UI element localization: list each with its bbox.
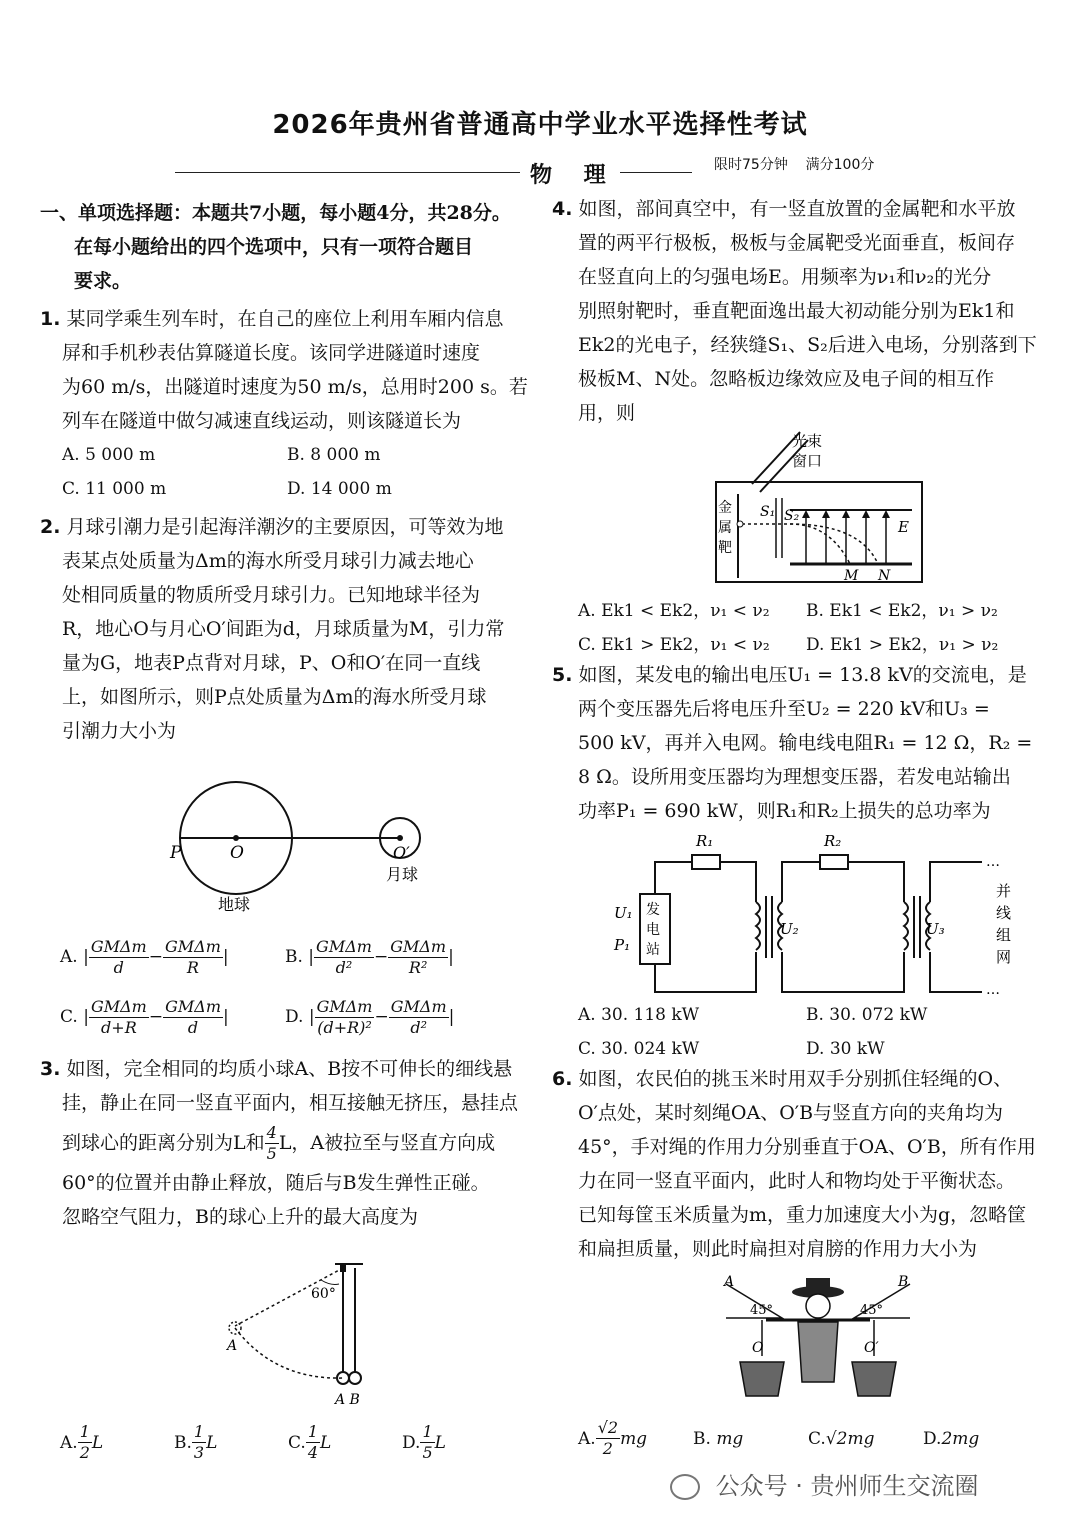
label-window: 窗口 — [792, 452, 823, 470]
label-o: O — [752, 1340, 764, 1356]
dots-bottom: … — [986, 982, 1000, 996]
q5-option-c[interactable]: C. 30. 024 kW — [578, 1039, 700, 1059]
label-p1: P₁ — [614, 936, 631, 954]
label-s1: S₁ — [760, 504, 776, 520]
section-heading: 一、单项选择题：本题共7小题，每小题4分，共28分。 在每小题给出的四个选项中，只有一项符合题目 要求。 — [40, 202, 511, 292]
q2-option-c[interactable]: C. | $\frac{\text{GMΔm}}{d+R}$ − $\frac{\text{GMΔm}}{d}$ | — [60, 996, 229, 1037]
farmer-carrying-pole-diagram — [718, 1272, 918, 1402]
question-2: 2. 月球引潮力是引起海洋潮汐的主要原因，可等效为地 表某点处质量为Δm的海水所受月球引力减去地心 处相同质量的物质所受月球引力。已知地球半径为 R，地心O与月心O′间距为d，月球质量为M，引力常 量为G，地表P点背对月球，P、O和O′在同一直线 上，如图所示，则P点处质量为Δm的海水所受月球 引潮力大小为 — [40, 516, 505, 742]
label-beam: 光束 — [792, 432, 823, 450]
question-5: 5. 如图，某发电的输出电压U₁ = 13.8 kV的交流电，是 两个变压器先后将电压升至U₂ = 220 kV和U₃ = 500 kV，再并入电网。输电线电阻R₁ = 12 Ω，R₂ = 8 Ω。设所用变压器均为理想变压器，若发电站输出 功率P₁ = 690 kW，则R₁和R₂上损失的总功率为 — [552, 664, 1033, 822]
transmission-circuit-diagram — [608, 826, 1028, 996]
label-e: E — [898, 518, 909, 536]
q4-option-b[interactable]: B. Ek1 < Ek2，ν₁ > ν₂ — [806, 601, 998, 621]
label-b: B — [898, 1274, 909, 1290]
label-ab: A B — [335, 1392, 360, 1408]
dots-top: … — [986, 854, 1000, 870]
label-n: N — [878, 568, 891, 584]
label-s2: S₂ — [784, 508, 800, 524]
label-o-prime: O′ — [864, 1340, 879, 1356]
q2-option-b[interactable]: B. | $\frac{\text{GMΔm}}{\text{d²}}$ − $\frac{\text{GMΔm}}{\text{R²}}$ | — [285, 936, 454, 977]
watermark: 公众号 · 贵州师生交流圈 — [670, 1466, 979, 1501]
label-a: A — [227, 1338, 238, 1354]
station-3: 站 — [646, 942, 660, 958]
q1-option-c[interactable]: C. 11 000 m — [62, 479, 167, 499]
header-rule-right — [620, 172, 692, 173]
q6-option-d[interactable]: D.2mg — [923, 1428, 980, 1449]
label-o: O — [230, 843, 244, 863]
q3-option-b[interactable]: B. $\frac{1}{3}$ L — [174, 1422, 218, 1462]
question-3: 3. 如图，完全相同的均质小球A、B按不可伸长的细线悬 挂，静止在同一竖直平面内，相互接触无挤压，悬挂点 到球心的距离分别为L和 $\frac{4}{5}$ L，A被拉至与竖直方向成 60°的位置并由静止释放，随后与B发生弹性正碰。 忽略空气阻力，B的球心上升的最大高度为 — [40, 1058, 519, 1228]
grid-3: 组 — [996, 926, 1012, 944]
label-u1: U₁ — [614, 904, 633, 922]
label-r1: R₁ — [696, 832, 714, 850]
q1-options — [40, 438, 535, 472]
q5-option-d[interactable]: D. 30 kW — [806, 1039, 885, 1059]
subject-label: 物 理 — [530, 163, 618, 188]
question-6: 6. 如图，农民伯的挑玉米时用双手分别抓住轻绳的O、 O′点处，某时刻绳OA、O′B与竖直方向的夹角均为 45°，手对绳的作用力分别垂直于OA、O′B，所有作用 力在同一竖直平面内，此时人和物均处于平衡状态。 已知每筐玉米质量为m，重力加速度大小为g，忽略筐 和扁担质量，则此时扁担对肩膀的作用力大小为 — [552, 1068, 1036, 1260]
question-4: 4. 如图，部间真空中，有一竖直放置的金属靶和水平放 置的两平行极板，极板与金属靶受光面垂直，板间存 在竖直向上的匀强电场E。用频率为ν₁和ν₂的光分 别照射靶时，垂直靶面逸出最大初动能分别为Ek1和 Ek2的光电子，经狭缝S₁、S₂后进入电场，分别落到下 极板M、N处。忽略板边缘效应及电子间的相互作 用，则 — [552, 198, 1037, 424]
left-column — [40, 196, 535, 748]
grid-4: 网 — [996, 948, 1012, 966]
station-2: 电 — [646, 922, 660, 938]
label-a: A — [724, 1274, 735, 1290]
grid-1: 并 — [996, 882, 1012, 900]
label-target-1: 金 — [718, 500, 732, 516]
label-moon: 月球 — [386, 865, 419, 884]
q4-option-a[interactable]: A. Ek1 < Ek2，ν₁ < ν₂ — [578, 601, 770, 621]
angle-right: 45° — [860, 1303, 884, 1318]
label-u3: U₃ — [926, 920, 945, 938]
wechat-icon — [670, 1474, 700, 1500]
exam-title: 2026年贵州省普通高中学业水平选择性考试 — [272, 110, 808, 140]
q6-option-a[interactable]: A. $\frac{√2}{2}$ mg — [578, 1418, 648, 1458]
q5-option-a[interactable]: A. 30. 118 kW — [578, 1005, 700, 1025]
q2-option-a[interactable]: A. | $\frac{\text{GMΔm}}{d}$ − $\frac{\text{GMΔm}}{R}$ | — [60, 936, 229, 977]
label-earth: 地球 — [218, 895, 251, 914]
label-m: M — [844, 568, 859, 584]
header-rule-left — [175, 172, 520, 173]
exam-meta — [714, 154, 874, 174]
q4-options — [578, 594, 1058, 662]
label-u2: U₂ — [780, 920, 799, 938]
q5-option-b[interactable]: B. 30. 072 kW — [806, 1005, 928, 1025]
q3-options — [60, 1422, 540, 1463]
q1-option-b[interactable]: B. 8 000 m — [287, 445, 381, 465]
label-target-3: 靶 — [718, 540, 732, 556]
station-1: 发 — [646, 902, 660, 918]
label-target-2: 属 — [718, 520, 732, 536]
q3-option-a[interactable]: A. $\frac{1}{2}$ L — [60, 1422, 104, 1462]
time-limit: 限时75分钟 — [714, 157, 788, 173]
frac-4-5: $\frac{4}{5}$ — [266, 1122, 277, 1163]
q4-option-d[interactable]: D. Ek1 > Ek2，ν₁ > ν₂ — [806, 635, 999, 655]
full-score: 满分100分 — [805, 157, 875, 173]
q1-option-a[interactable]: A. 5 000 m — [62, 445, 156, 465]
q2-option-d[interactable]: D. | $\frac{\text{GMΔm}}{\text{(d+R)²}}$ − $\frac{\text{GMΔm}}{\text{d²}}$ | — [285, 996, 455, 1037]
label-o-prime: O′ — [393, 843, 410, 862]
q3-option-d[interactable]: D. $\frac{1}{5}$ L — [402, 1422, 446, 1462]
q6-option-b[interactable]: B. mg — [693, 1428, 744, 1449]
grid-2: 线 — [996, 904, 1012, 922]
q5-options — [578, 998, 1058, 1066]
q6-option-c[interactable]: C.√2mg — [808, 1428, 875, 1449]
q1-option-d[interactable]: D. 14 000 m — [287, 479, 392, 499]
label-r2: R₂ — [824, 832, 842, 850]
photoelectron-diagram — [700, 428, 930, 588]
angle-60: 60° — [311, 1286, 336, 1302]
pendulum-diagram — [215, 1258, 375, 1408]
q6-options — [578, 1418, 1058, 1459]
earth-moon-diagram — [160, 780, 460, 920]
question-1: 1. 某同学乘生列车时，在自己的座位上利用车厢内信息 屏和手机秒表估算隧道长度。该同学进隧道时速度 为60 m/s，出隧道时速度为50 m/s，总用时200 s。若 列车在隧道中做匀减速直线运动，则该隧道长为 A. 5 000 m B. 8 000 m C. 11 000 m D. 14 000 m — [40, 302, 535, 506]
q2-options — [60, 928, 540, 1048]
q3-option-c[interactable]: C. $\frac{1}{4}$ L — [288, 1422, 332, 1462]
q4-option-c[interactable]: C. Ek1 > Ek2，ν₁ < ν₂ — [578, 635, 770, 655]
angle-left: 45° — [750, 1303, 774, 1318]
label-p: P — [170, 843, 182, 863]
